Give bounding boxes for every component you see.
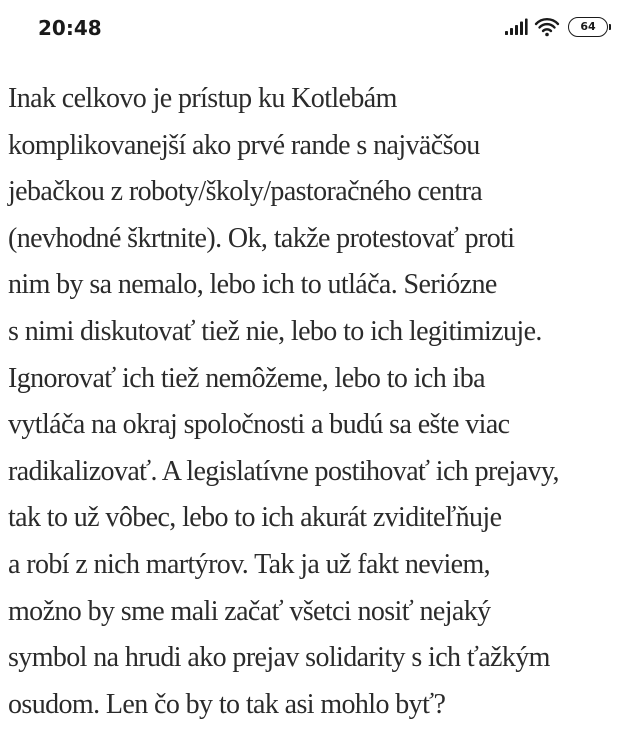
status-time: 20:48 (38, 16, 102, 40)
article-line: komplikovanejší ako prvé rande s najväčšou (8, 129, 480, 161)
status-bar (0, 0, 640, 56)
article-line: a robí z nich martýrov. Tak ja už fakt neviem, (8, 548, 491, 580)
article-paragraph (8, 76, 624, 728)
battery-level: 64 (580, 20, 596, 33)
cellular-signal-icon (504, 18, 528, 36)
article-body (8, 76, 624, 728)
article-line: nim by sa nemalo, lebo ich to utláča. Seriózne (8, 269, 497, 301)
battery-icon (568, 17, 608, 37)
article-line: (nevhodné škrtnite). Ok, takže protestovať proti (8, 222, 515, 254)
article-line: radikalizovať. A legislatívne postihovať ich prejavy, (8, 455, 559, 487)
status-icons (504, 17, 608, 37)
wifi-icon (534, 17, 560, 37)
article-line: vytláča na okraj spoločnosti a budú sa ešte viac (8, 409, 510, 441)
article-line: jebačkou z roboty/školy/pastoračného centra (8, 176, 483, 208)
article-line: Ignorovať ich tiež nemôžeme, lebo to ich iba (8, 362, 485, 394)
article-line: osudom. Len čo by to tak asi mohlo byť? (8, 688, 446, 720)
article-line: Inak celkovo je prístup ku Kotlebám (8, 83, 397, 114)
article-line: s nimi diskutovať tiež nie, lebo to ich legitimizuje. (8, 315, 542, 347)
article-line: symbol na hrudi ako prejav solidarity s ich ťažkým (8, 642, 550, 674)
article-line: tak to už vôbec, lebo to ich akurát zviditeľňuje (8, 502, 502, 534)
article-line: možno by sme mali začať všetci nosiť nejaký (8, 595, 491, 627)
